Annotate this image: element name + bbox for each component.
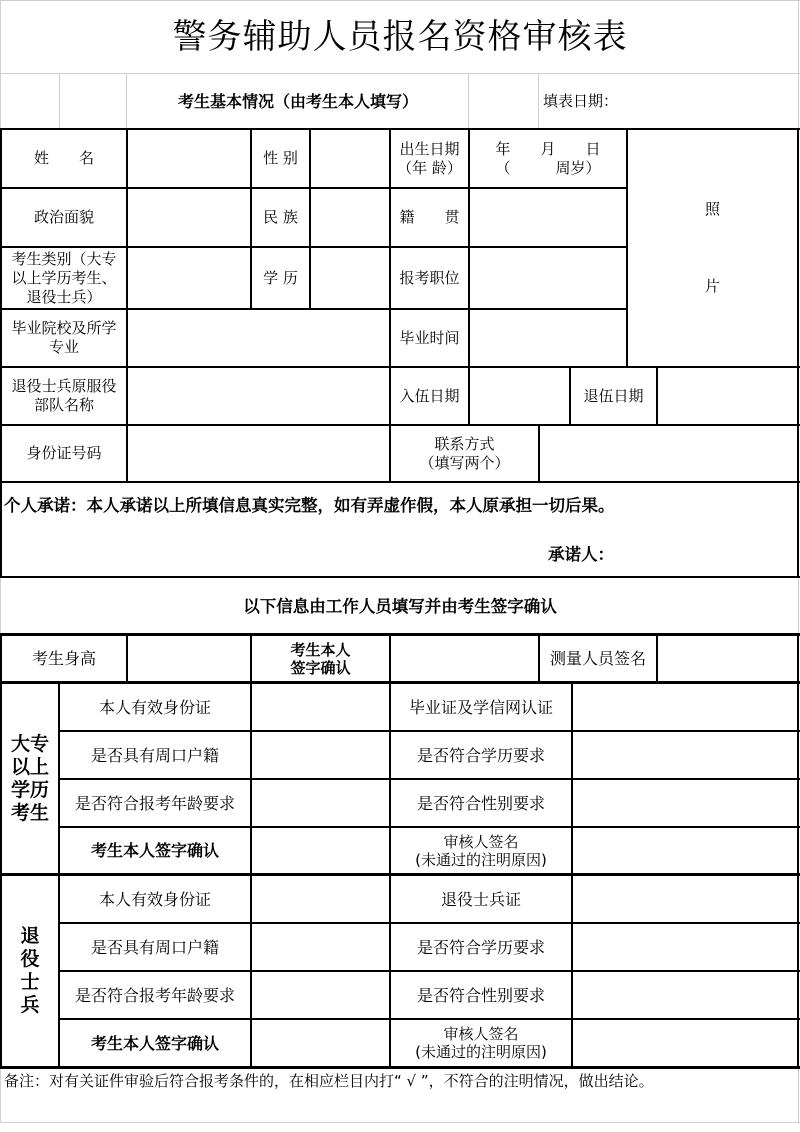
candidate-category-field[interactable] bbox=[128, 248, 250, 308]
discharge-date-field[interactable] bbox=[658, 368, 797, 424]
pledge-signer-label: 承诺人： bbox=[548, 545, 614, 564]
table-border bbox=[0, 481, 800, 483]
height-field[interactable] bbox=[128, 636, 250, 681]
college-age-req-label: 是否符合报考年龄要求 bbox=[74, 793, 235, 813]
ethnicity-field[interactable] bbox=[311, 189, 389, 246]
college-education-req-check[interactable] bbox=[573, 732, 797, 778]
birth-date-field[interactable] bbox=[470, 130, 626, 187]
contact-label-line1: 联系方式 bbox=[434, 434, 495, 453]
photo-label-top: 照 bbox=[704, 200, 720, 218]
section-header-basic-info: 考生基本情况（由考生本人填写） bbox=[177, 91, 418, 111]
age-template: （ 周岁） bbox=[495, 158, 601, 177]
education-label: 学 历 bbox=[263, 268, 298, 287]
veteran-signature-label: 考生本人签字确认 bbox=[90, 1033, 219, 1053]
military-unit-field[interactable] bbox=[128, 368, 389, 424]
college-reviewer-label bbox=[391, 828, 571, 873]
college-id-card-check[interactable] bbox=[252, 684, 389, 730]
height-confirm-label-line2: 签字确认 bbox=[290, 658, 351, 677]
measurer-signature-field[interactable] bbox=[658, 636, 797, 681]
school-major-label: 毕业院校及所学专业 bbox=[11, 319, 117, 356]
veteran-education-req-check[interactable] bbox=[573, 924, 797, 970]
veteran-reviewer-label bbox=[391, 1020, 571, 1066]
birth-date-template: 年 月 日 bbox=[495, 139, 601, 158]
school-major-field[interactable] bbox=[128, 310, 389, 366]
birth-date-label-line1: 出生日期 bbox=[399, 139, 460, 158]
grid-line bbox=[0, 1122, 800, 1123]
college-age-req-check[interactable] bbox=[252, 780, 389, 826]
discharge-date-label: 退伍日期 bbox=[583, 386, 644, 405]
veteran-reviewer-signature-field[interactable] bbox=[573, 1020, 797, 1066]
veteran-reviewer-label-line2: (未通过的注明原因) bbox=[415, 1043, 547, 1061]
enlist-date-label: 入伍日期 bbox=[399, 386, 460, 405]
political-status-field[interactable] bbox=[128, 189, 250, 246]
political-status-label: 政治面貌 bbox=[33, 208, 94, 226]
candidate-category-label: 考生类别（大专以上学历考生、退役士兵） bbox=[11, 249, 117, 306]
grid-line bbox=[0, 1067, 1, 1123]
veteran-certificate-label: 退役士兵证 bbox=[440, 889, 521, 909]
veteran-gender-req-label: 是否符合性别要求 bbox=[416, 985, 545, 1005]
gender-field[interactable] bbox=[311, 130, 389, 187]
veteran-id-card-label: 本人有效身份证 bbox=[98, 889, 211, 909]
grid-line bbox=[798, 1067, 799, 1123]
veteran-household-label: 是否具有周口户籍 bbox=[90, 937, 219, 957]
native-place-field[interactable] bbox=[470, 189, 626, 246]
college-reviewer-signature-field[interactable] bbox=[573, 828, 797, 873]
position-field[interactable] bbox=[470, 248, 626, 308]
college-household-check[interactable] bbox=[252, 732, 389, 778]
section-header-staff: 以下信息由工作人员填写并由考生签字确认 bbox=[243, 596, 557, 616]
college-education-req-label: 是否符合学历要求 bbox=[416, 745, 545, 765]
graduation-time-field[interactable] bbox=[470, 310, 626, 366]
grid-line bbox=[59, 74, 60, 128]
measurer-signature-label: 测量人员签名 bbox=[549, 649, 646, 668]
college-signature-label: 考生本人签字确认 bbox=[90, 841, 219, 860]
veteran-age-req-label: 是否符合报考年龄要求 bbox=[74, 985, 235, 1005]
veteran-signature-field[interactable] bbox=[252, 1020, 389, 1066]
name-label: 姓 名 bbox=[33, 149, 94, 167]
college-diploma-check[interactable] bbox=[573, 684, 797, 730]
height-label: 考生身高 bbox=[31, 649, 96, 668]
veteran-id-card-check[interactable] bbox=[252, 876, 389, 922]
college-diploma-label: 毕业证及学信网认证 bbox=[408, 697, 553, 717]
college-group-label: 大专以上学历考生 bbox=[10, 732, 49, 824]
photo-label-bottom: 片 bbox=[704, 277, 720, 295]
veteran-household-check[interactable] bbox=[252, 924, 389, 970]
pledge-text: 个人承诺：本人承诺以上所填信息真实完整，如有弄虚作假，本人原承担一切后果。 bbox=[4, 496, 615, 515]
table-border bbox=[797, 633, 799, 1068]
height-confirm-signature-field[interactable] bbox=[391, 636, 538, 681]
id-number-field[interactable] bbox=[128, 426, 389, 481]
birth-date-label-line2: （年 龄） bbox=[397, 158, 462, 177]
veteran-education-req-label: 是否符合学历要求 bbox=[416, 937, 545, 957]
veteran-group-label: 退役士兵 bbox=[20, 925, 40, 1016]
page-title: 警务辅助人员报名资格审核表 bbox=[172, 16, 628, 57]
contact-label-line2: （填写两个） bbox=[419, 453, 510, 472]
fill-date-label: 填表日期： bbox=[543, 91, 619, 110]
college-reviewer-label-line2: (未通过的注明原因) bbox=[415, 850, 547, 869]
table-border bbox=[797, 128, 799, 578]
college-gender-req-label: 是否符合性别要求 bbox=[416, 793, 545, 813]
graduation-time-label: 毕业时间 bbox=[399, 328, 460, 347]
college-household-label: 是否具有周口户籍 bbox=[90, 745, 219, 765]
height-confirm-label-line1: 考生本人 bbox=[290, 640, 351, 659]
college-signature-field[interactable] bbox=[252, 828, 389, 873]
college-gender-req-check[interactable] bbox=[573, 780, 797, 826]
photo-area[interactable] bbox=[628, 130, 797, 366]
footnote: 备注：对有关证件审验后符合报考条件的，在相应栏目内打“ √ ”，不符合的注明情况，做出结论。 bbox=[4, 1072, 654, 1090]
table-border bbox=[0, 1066, 800, 1069]
college-id-card-label: 本人有效身份证 bbox=[98, 697, 211, 717]
contact-field[interactable] bbox=[540, 426, 797, 481]
military-unit-label: 退役士兵原服役部队名称 bbox=[11, 377, 117, 414]
height-confirm-label bbox=[252, 636, 389, 681]
contact-label bbox=[391, 426, 538, 481]
position-label: 报考职位 bbox=[399, 268, 460, 287]
education-field[interactable] bbox=[311, 248, 389, 308]
veteran-reviewer-label-line1: 审核人签名 bbox=[443, 1025, 519, 1043]
pledge-signature-field[interactable] bbox=[622, 538, 792, 572]
college-reviewer-label-line1: 审核人签名 bbox=[443, 832, 519, 851]
veteran-age-req-check[interactable] bbox=[252, 972, 389, 1018]
name-field[interactable] bbox=[128, 130, 250, 187]
enlist-date-field[interactable] bbox=[470, 368, 569, 424]
native-place-label: 籍 贯 bbox=[399, 208, 460, 226]
veteran-certificate-check[interactable] bbox=[573, 876, 797, 922]
veteran-gender-req-check[interactable] bbox=[573, 972, 797, 1018]
birth-date-label bbox=[391, 130, 468, 187]
gender-label: 性 别 bbox=[263, 149, 298, 167]
ethnicity-label: 民 族 bbox=[263, 208, 298, 226]
id-number-label: 身份证号码 bbox=[26, 444, 102, 462]
